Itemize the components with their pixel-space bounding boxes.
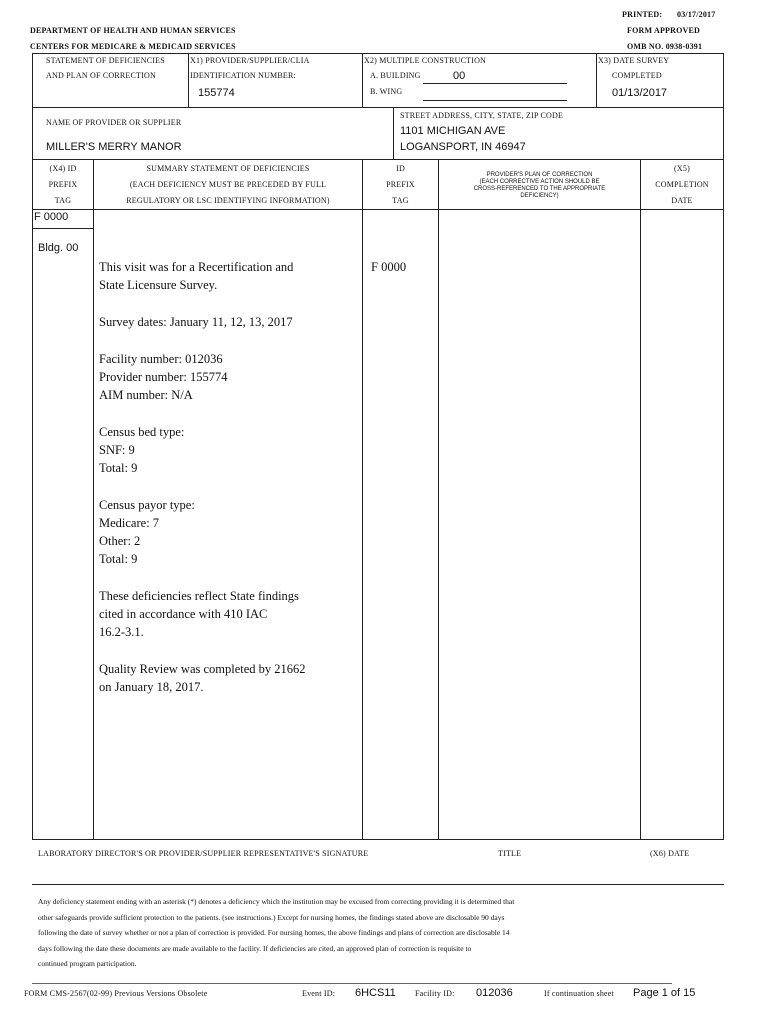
summary-paragraph [99, 496, 359, 568]
x1-label-1: X1) PROVIDER/SUPPLIER/CLIA [190, 56, 310, 65]
disclaimer-line: continued program participation. [38, 959, 137, 968]
tag-right: F 0000 [371, 260, 407, 274]
summary-line: Facility number: 012036 [99, 352, 223, 366]
summary-header-1: SUMMARY STATEMENT OF DEFICIENCIES [146, 164, 310, 173]
summary-paragraph [99, 423, 359, 477]
plan-header-2: (EACH CORRECTIVE ACTION SHOULD BE [479, 179, 600, 185]
disclaimer-line: Any deficiency statement ending with an asterisk (*) denotes a deficiency which the institution may be excused from correcting providing it is determined that [38, 897, 515, 906]
plan-header-3: CROSS-REFERENCED TO THE APPROPRIATE [473, 186, 606, 192]
statement-label-2: AND PLAN OF CORRECTION [46, 71, 156, 80]
provider-name-value: MILLER'S MERRY MANOR [46, 141, 182, 153]
summary-line: Survey dates: January 11, 12, 13, 2017 [99, 315, 293, 329]
event-id-label: Event ID: [302, 989, 336, 998]
page-number: Page 1 of 15 [633, 987, 696, 999]
omb-number: OMB NO. 0938-0391 [627, 42, 703, 51]
summary-line: These deficiencies reflect State findings [99, 589, 299, 603]
dept-title: DEPARTMENT OF HEALTH AND HUMAN SERVICES [30, 26, 236, 35]
summary-text [99, 258, 359, 715]
address-line-1: 1101 MICHIGAN AVE [400, 125, 506, 137]
summary-header-3: REGULATORY OR LSC IDENTIFYING INFORMATION) [126, 196, 330, 205]
x3-label-1: X3) DATE SURVEY [598, 56, 670, 65]
form-approved: FORM APPROVED [627, 26, 701, 35]
summary-line: cited in accordance with 410 IAC [99, 607, 268, 621]
summary-line: This visit was for a Recertification and [99, 260, 294, 274]
disclaimer-line: following the date of survey whether or not a plan of correction is provided. For nursing homes, the above findings and plans of correction are disclosable 14 [38, 928, 510, 937]
x6-date-label: (X6) DATE [650, 849, 690, 858]
title-label: TITLE [498, 849, 522, 858]
x1-label-2: IDENTIFICATION NUMBER: [190, 71, 296, 80]
form-number: FORM CMS-2567(02-99) Previous Versions Obsolete [24, 989, 208, 998]
x5-header-3: DATE [671, 196, 693, 205]
summary-line: State Licensure Survey. [99, 278, 218, 292]
plan-header [439, 172, 640, 200]
continuation-label: If continuation sheet [544, 989, 614, 998]
summary-line: Provider number: 155774 [99, 370, 228, 384]
summary-header-2: (EACH DEFICIENCY MUST BE PRECEDED BY FULL [129, 180, 327, 189]
disclaimer [38, 894, 718, 972]
summary-line: AIM number: N/A [99, 388, 193, 402]
printed-label: PRINTED: [622, 10, 663, 19]
x3-label-2: COMPLETED [612, 71, 662, 80]
building-label: A. BUILDING [370, 71, 421, 80]
summary-paragraph [99, 350, 359, 404]
x5-header-2: COMPLETION [655, 180, 709, 189]
disclaimer-line: days following the date these documents are made available to the facility. If deficiencies are cited, an approved plan of correction is requisite to [38, 943, 472, 953]
x5-header-1: (X5) [674, 164, 690, 173]
centers-title: CENTERS FOR MEDICARE & MEDICAID SERVICES [30, 42, 236, 51]
printed-date: 03/17/2017 [677, 10, 716, 19]
summary-line: Census payor type: [99, 498, 195, 512]
signature-label: LABORATORY DIRECTOR'S OR PROVIDER/SUPPLIER REPRESENTATIVE'S SIGNATURE [38, 849, 369, 858]
provider-id-value: 155774 [198, 87, 235, 99]
date-completed-value: 01/13/2017 [612, 87, 668, 99]
statement-label-1: STATEMENT OF DEFICIENCIES [46, 56, 165, 65]
x4-header-3: TAG [54, 196, 72, 205]
summary-line: Census bed type: [99, 425, 185, 439]
plan-header-1: PROVIDER'S PLAN OF CORRECTION [486, 172, 593, 178]
summary-line: Medicare: 7 [99, 516, 160, 530]
x4-header-1: (X4) ID [49, 164, 77, 173]
summary-paragraph [99, 313, 359, 331]
provider-name-label: NAME OF PROVIDER OR SUPPLIER [46, 118, 182, 127]
summary-line: Total: 9 [99, 552, 138, 566]
summary-paragraph [99, 660, 359, 696]
address-line-2: LOGANSPORT, IN 46947 [400, 141, 526, 153]
x4-header-2: PREFIX [48, 180, 78, 189]
summary-line: Quality Review was completed by 21662 [99, 662, 306, 676]
building-tag: Bldg. 00 [38, 242, 79, 254]
id-header-1: ID [396, 164, 405, 173]
event-id-value: 6HCS11 [355, 987, 396, 999]
tag-left: F 0000 [34, 211, 69, 223]
summary-line: SNF: 9 [99, 443, 135, 457]
facility-id-label: Facility ID: [415, 989, 455, 998]
address-label: STREET ADDRESS, CITY, STATE, ZIP CODE [400, 111, 564, 120]
summary-line: on January 18, 2017. [99, 680, 204, 694]
id-header-3: TAG [392, 196, 409, 205]
summary-line: Total: 9 [99, 461, 138, 475]
summary-line: 16.2-3.1. [99, 625, 144, 639]
summary-line: Other: 2 [99, 534, 141, 548]
disclaimer-line: other safeguards provide sufficient protection to the patients. (see instructions.) Except for nursing homes, the findings stated above are disclosable 90 days [38, 912, 505, 922]
building-value: 00 [453, 70, 466, 82]
wing-label: B. WING [370, 87, 403, 96]
summary-paragraph [99, 258, 359, 294]
id-header-2: PREFIX [386, 180, 415, 189]
summary-paragraph [99, 587, 359, 641]
x2-label: X2) MULTIPLE CONSTRUCTION [364, 56, 487, 65]
facility-id-value: 012036 [476, 987, 513, 999]
plan-header-4: DEFICIENCY) [520, 193, 559, 199]
